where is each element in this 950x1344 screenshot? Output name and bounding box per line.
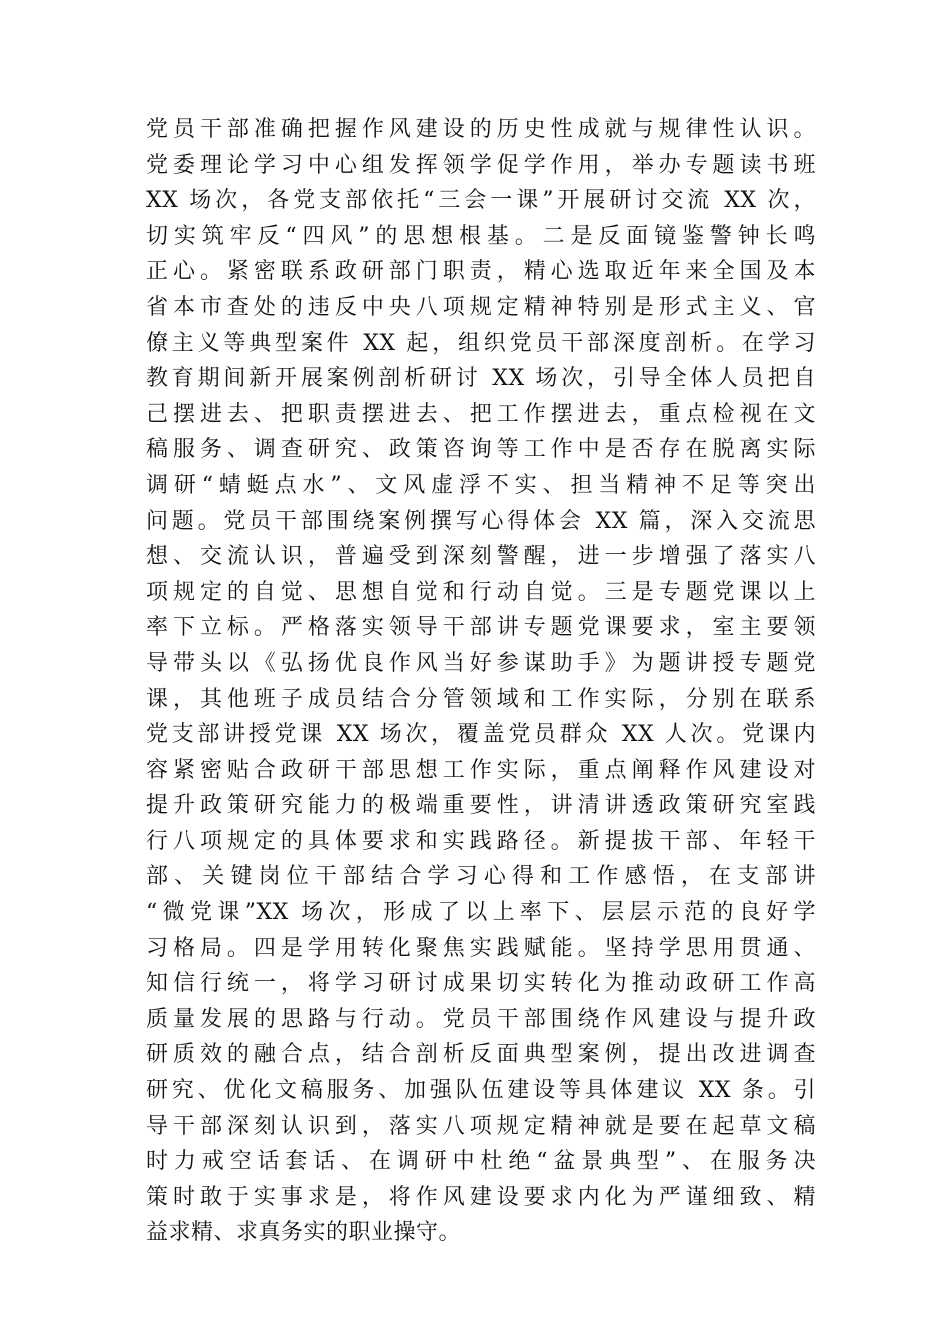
- text-line: 习格局。四是学用转化聚焦实践赋能。坚持学思用贯通、: [146, 935, 816, 961]
- text-line: 部、关键岗位干部结合学习心得和工作感悟，在支部讲: [146, 864, 816, 890]
- text-line: 省本市查处的违反中央八项规定精神特别是形式主义、官: [146, 294, 816, 320]
- text-line: 课，其他班子成员结合分管领域和工作实际，分别在联系: [146, 686, 816, 712]
- text-line: 提升政策研究能力的极端重要性，讲清讲透政策研究室践: [146, 793, 816, 819]
- text-line: 知信行统一，将学习研讨成果切实转化为推动政研工作高: [146, 971, 816, 997]
- text-line: 研究、优化文稿服务、加强队伍建设等具体建议 XX 条。引: [146, 1078, 816, 1104]
- text-line: 僚主义等典型案件 XX 起，组织党员干部深度剖析。在学习: [146, 330, 816, 356]
- text-line: 益求精、求真务实的职业操守。: [146, 1220, 462, 1246]
- text-line: 切实筑牢反“四风”的思想根基。二是反面镜鉴警钟长鸣: [146, 223, 816, 249]
- text-line: 问题。党员干部围绕案例撰写心得体会 XX 篇，深入交流思: [146, 508, 816, 534]
- text-line: 党委理论学习中心组发挥领学促学作用，举办专题读书班: [146, 152, 816, 178]
- text-line: 率下立标。严格落实领导干部讲专题党课要求，室主要领: [146, 615, 816, 641]
- text-line: 正心。紧密联系政研部门职责，精心选取近年来全国及本: [146, 259, 816, 285]
- text-line: XX 场次，各党支部依托“三会一课”开展研讨交流 XX 次，: [146, 188, 816, 214]
- text-line: 导带头以《弘扬优良作风当好参谋助手》为题讲授专题党: [146, 650, 816, 676]
- text-line: 质量发展的思路与行动。党员干部围绕作风建设与提升政: [146, 1006, 816, 1032]
- text-line: 导干部深刻认识到，落实八项规定精神就是要在起草文稿: [146, 1113, 816, 1139]
- text-line: 调研“蜻蜓点水”、文风虚浮不实、担当精神不足等突出: [146, 472, 816, 498]
- text-line: 项规定的自觉、思想自觉和行动自觉。三是专题党课以上: [146, 579, 816, 605]
- text-line: 己摆进去、把职责摆进去、把工作摆进去，重点检视在文: [146, 401, 816, 427]
- text-line: “微党课”XX 场次，形成了以上率下、层层示范的良好学: [146, 900, 816, 926]
- text-line: 党员干部准确把握作风建设的历史性成就与规律性认识。: [146, 117, 816, 142]
- text-line: 行八项规定的具体要求和实践路径。新提拔干部、年轻干: [146, 828, 816, 854]
- text-line: 容紧密贴合政研干部思想工作实际，重点阐释作风建设对: [146, 757, 816, 783]
- text-line: 策时敢于实事求是，将作风建设要求内化为严谨细致、精: [146, 1184, 816, 1210]
- body-paragraph: [146, 112, 816, 1251]
- text-line: 想、交流认识，普遍受到深刻警醒，进一步增强了落实八: [146, 544, 816, 570]
- text-line: 时力戒空话套话、在调研中杜绝“盆景典型”、在服务决: [146, 1149, 816, 1175]
- text-line: 教育期间新开展案例剖析研讨 XX 场次，引导全体人员把自: [146, 366, 816, 392]
- text-line: 党支部讲授党课 XX 场次，覆盖党员群众 XX 人次。党课内: [146, 722, 816, 748]
- text-line: 研质效的融合点，结合剖析反面典型案例，提出改进调查: [146, 1042, 816, 1068]
- text-line: 稿服务、调查研究、政策咨询等工作中是否存在脱离实际: [146, 437, 816, 463]
